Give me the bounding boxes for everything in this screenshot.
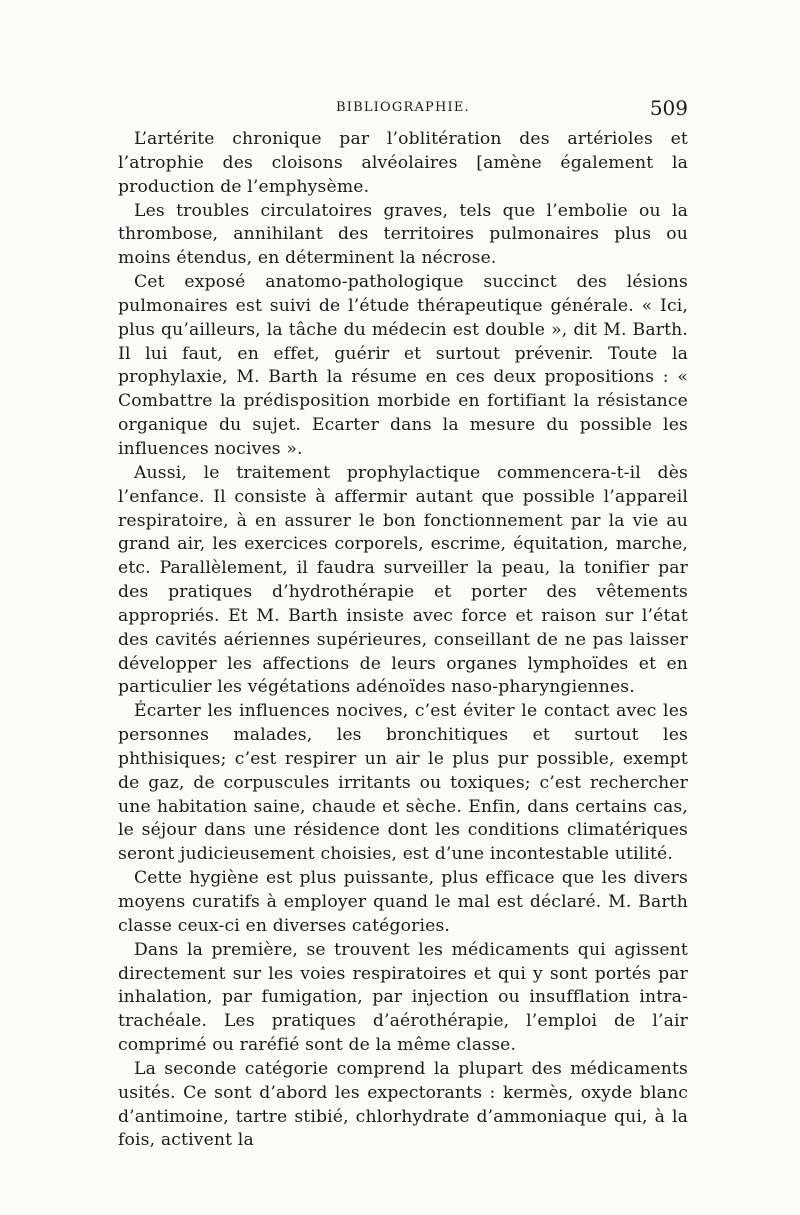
- paragraph-1: L’artérite chronique par l’oblitération des artérioles et l’atrophie des cloisons alvéolaires [amène également la production de l’emphysème.: [118, 129, 688, 197]
- paragraph-7: Dans la première, se trouvent les médicaments qui agissent directement sur les voies respiratoires et qui y sont portés par inhalation, par fumigation, par injection ou insufflation intra-trachéale. Les pratiques d’aérothérapie, l’emploi de l’air comprimé ou raréfié sont de la même classe.: [118, 939, 688, 1056]
- paragraph-6: Cette hygiène est plus puissante, plus efficace que les divers moyens curatifs à employer quand le mal est déclaré. M. Barth classe ceux-ci en diverses catégories.: [118, 868, 688, 936]
- paragraph-8: La seconde catégorie comprend la plupart des médicaments usités. Ce sont d’abord les expectorants : kermès, oxyde blanc d’antimoine, tartre stibié, chlorhydrate d’ammoniaque qui, à la fois, activent la: [118, 1058, 688, 1151]
- paragraph-4: Aussi, le traitement prophylactique commencera-t-il dès l’enfance. Il consiste à affermir autant que possible l’appareil respiratoire, à en assurer le bon fonctionnement par la vie au grand air, les exercices corporels, escrime, équitation, marche, etc. Parallèlement, il faudra surveiller la peau, la tonifier par des pratiques d’hydrothérapie et porter des vêtements appropriés. Et M. Barth insiste avec force et raison sur l’état des cavités aériennes supérieures, conseillant de ne pas laisser développer les affections de leurs organes lymphoïdes et en particulier les végétations adénoïdes naso-pharyngiennes.: [118, 462, 688, 698]
- body-text: [118, 128, 688, 1153]
- paragraph-2: Les troubles circulatoires graves, tels que l’embolie ou la thrombose, annihilant des territoires pulmonaires plus ou moins étendus, en déterminent la nécrose.: [118, 200, 688, 269]
- page-header: [118, 98, 688, 120]
- paragraph-5: Écarter les influences nocives, c’est éviter le contact avec les personnes malades, les bronchitiques et surtout les phthisiques; c’est respirer un air le plus pur possible, exempt de gaz, de corpuscules irritants ou toxiques; c’est rechercher une habitation saine, chaude et sèche. Enfin, dans certains cas, le séjour dans une résidence dont les conditions climatériques seront judicieusement choisies, est d’une incontestable utilité.: [118, 701, 688, 865]
- running-head: BIBLIOGRAPHIE.: [336, 100, 470, 115]
- paragraph-3: Cet exposé anatomo-pathologique succinct des lésions pulmonaires est suivi de l’étude thérapeutique générale. « Ici, plus qu’ailleurs, la tâche du médecin est double », dit M. Barth. Il lui faut, en effet, guérir et surtout prévenir. Toute la prophylaxie, M. Barth la résume en ces deux propositions : « Combattre la prédisposition morbide en fortifiant la résistance organique du sujet. Ecarter dans la mesure du possible les influences nocives ».: [118, 272, 688, 459]
- page-number: 509: [649, 96, 688, 120]
